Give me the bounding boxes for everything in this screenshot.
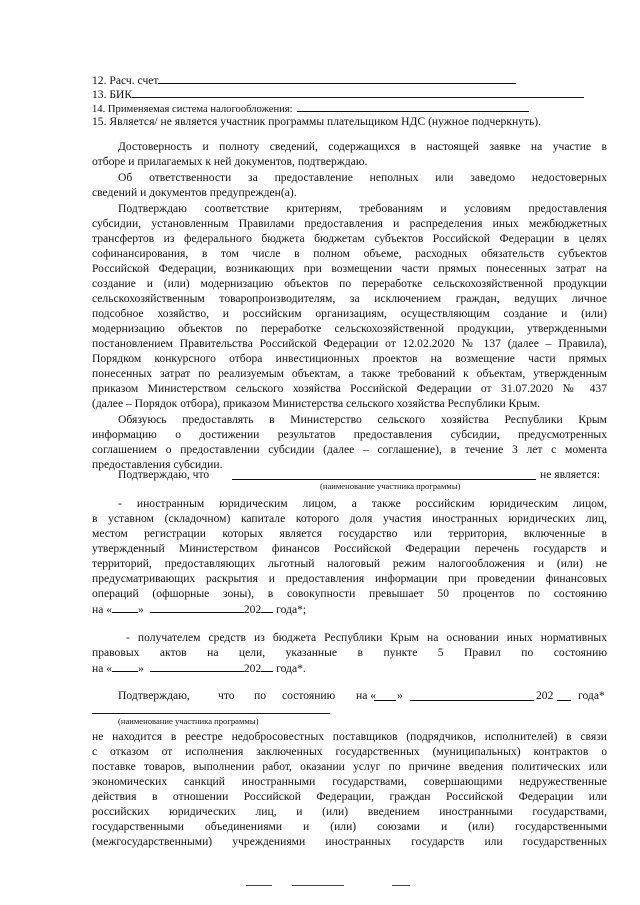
confirm2-word: что <box>218 689 235 702</box>
confirm2-word: 202 <box>536 689 554 702</box>
compliance-line: сельскохозяйственным товаропроизводителям, за исключением граждан, ведущих личное <box>92 292 607 305</box>
year-blank <box>261 601 273 613</box>
foreign-entity-line: - иностранным юридическим лицом, а также российским юридическим лицом, <box>118 497 607 510</box>
account-line <box>158 72 516 84</box>
confirm2-word: Подтверждаю, <box>118 689 190 702</box>
reliability-line: Достоверность и полноту сведений, содержащихся в настоящей заявке на участие в <box>118 140 607 153</box>
compliance-line: понесенных затрат по реализуемым объектам, а также требований к объектам, утвержденным <box>92 367 607 380</box>
field-account: 12. Расч. счет <box>92 72 607 88</box>
participant-caption: (наименование участника программы) <box>320 481 461 491</box>
compliance-line: трансфертов из федерального бюджета бюджетам субъектов Российской Федерации в целях <box>92 232 607 245</box>
compliance-line: подсобное хозяйство, и российским организациям, осуществляющим создание и (или) <box>92 307 607 320</box>
participant-name-line <box>232 478 536 480</box>
foreign-entity-line: утвержденный Министерством финансов Российской Федерации перечень государств и <box>92 542 607 555</box>
responsibility-line: сведений и документов предупрежден(а). <box>92 186 297 199</box>
year-blank <box>557 699 571 701</box>
budget-recipient-line: - получателем средств из бюджета Республики Крым на основании иных нормативных <box>126 631 607 644</box>
field-tax-system: 14. Применяемая система налогообложения: <box>92 100 607 117</box>
obligation-line: Обязуюсь предоставлять в Министерство сельского хозяйства Республики Крым <box>118 413 607 426</box>
day-blank <box>112 601 138 613</box>
confirm-prefix: Подтверждаю, что <box>118 468 210 481</box>
participant-caption-2: (наименование участника программы) <box>118 716 259 726</box>
month-blank <box>410 699 534 701</box>
date-line-2: на « » 202 года*. <box>92 662 306 675</box>
obligation-line: информацию о достижении результатов предоставления субсидии, предусмотренных <box>92 428 607 441</box>
obligation-line: соглашением о предоставлении субсидии (далее – соглашение), в течение 3 лет с момента <box>92 443 607 456</box>
compliance-line: софинансирования, в том числе в полном объеме, расходных обязательств субъектов <box>92 247 607 260</box>
register-line: (межгосударственными) учреждениями иностранных государств или государственных <box>92 835 607 848</box>
participant-name-line-2 <box>92 712 330 714</box>
confirm2-word: года* <box>578 689 605 702</box>
reliability-line: отборе и прилагаемых к ней документов, подтверждаю. <box>92 155 368 168</box>
compliance-line: субсидии, установленным Правилами предоставления и распределения иных межбюджетных <box>92 217 607 230</box>
confirm2-word: » <box>397 689 403 702</box>
register-line: действия в отношении Российской Федерации, граждан Российской Федерации или <box>92 790 607 803</box>
tax-system-line <box>297 100 529 112</box>
compliance-line: (далее – Порядок отбора), приказом Министерства сельского хозяйства Республики Крым. <box>92 397 541 410</box>
confirm-suffix: не является: <box>540 468 601 481</box>
foreign-entity-line: в уставном (складочном) капитале которого доля участия иностранных юридических лиц, <box>92 512 607 525</box>
obligation-line: предоставления субсидии. <box>92 458 223 471</box>
register-line: экономических санкций иностранными государствами, совершающими недружественные <box>92 775 607 788</box>
year-blank <box>261 660 273 672</box>
scan-artifact <box>246 884 272 886</box>
register-line: не находится в реестре недобросовестных поставщиков (подрядчиков, исполнителей) в связи <box>92 730 607 743</box>
scan-artifact <box>292 884 344 886</box>
day-blank <box>374 699 396 701</box>
foreign-entity-line: территорий, предоставляющих льготный налоговый режим налогообложения и (или) не <box>92 557 607 570</box>
foreign-entity-line: местом регистрации которых является государство или территория, включенные в <box>92 527 607 540</box>
responsibility-line: Об ответственности за предоставление неполных или заведомо недостоверных <box>118 171 607 184</box>
compliance-line: постановлением Правительства Российской Федерации от 12.02.2020 № 137 (далее – Правила), <box>92 337 607 350</box>
month-blank <box>150 601 244 613</box>
month-blank <box>150 660 244 672</box>
field-bik: 13. БИК <box>92 86 607 102</box>
compliance-line: приказом Министерством сельского хозяйства Российской Федерации от 31.07.2020 № 437 <box>92 382 607 395</box>
confirm2-word: по <box>254 689 267 702</box>
foreign-entity-line: операций (офшорные зоны), в совокупности превышает 50 процентов по состоянию <box>92 587 607 600</box>
foreign-entity-line: предусматривающих раскрытия и предоставления информации при проведении финансовых <box>92 572 607 585</box>
confirm2-word: состоянию <box>282 689 336 702</box>
compliance-line: Порядком конкурсного отбора инвестиционных проектов на возмещение части прямых <box>92 352 607 365</box>
register-line: с отказом от исполнения заключенных государственных (муниципальных) контрактов о <box>92 745 607 758</box>
bik-line <box>132 86 584 98</box>
register-line: государственными объединениями и (или) союзами и (или) государственными <box>92 820 607 833</box>
compliance-line: Подтверждаю соответствие критериям, требованиям и условиям предоставления <box>118 202 607 215</box>
budget-recipient-line: правовых актов на цели, указанные в пункте 5 Правил по состоянию <box>92 646 607 659</box>
day-blank <box>112 660 138 672</box>
compliance-line: Российской Федерации, возникающих при возмещении части прямых понесенных затрат на <box>92 262 607 275</box>
confirm2-word: на « <box>356 689 377 702</box>
register-line: поставке товаров, выполнении работ, оказании услуг по причине введения политических или <box>92 760 607 773</box>
compliance-line: модернизацию объектов по переработке сельскохозяйственной продукции, утвержденными <box>92 322 607 335</box>
field-vat-participant: 15. Является/ не является участник программы плательщиком НДС (нужное подчеркнуть). <box>92 115 542 128</box>
scan-artifact <box>392 884 410 886</box>
date-line-1: на « » 202 года*; <box>92 603 307 616</box>
register-line: российских юридических лиц, и (или) введением иностранными государствами, <box>92 805 607 818</box>
compliance-line: создание и (или) модернизацию объектов по переработке сельскохозяйственной продукции <box>92 277 607 290</box>
